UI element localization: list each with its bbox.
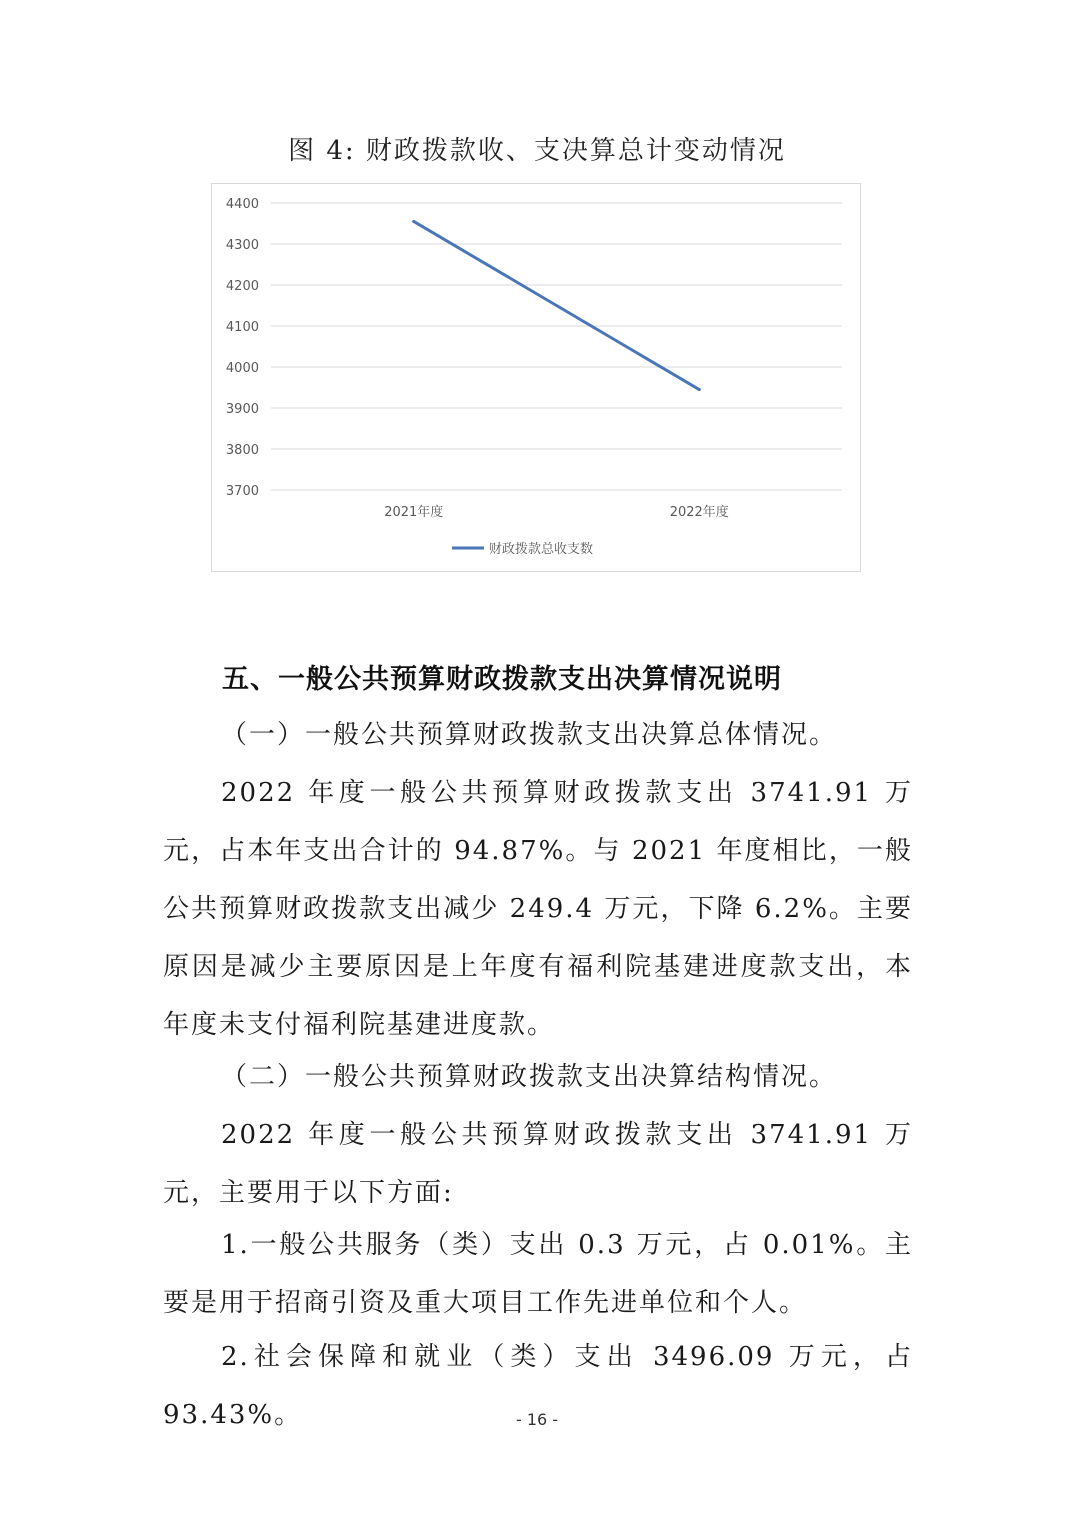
- x-tick-label-0: 2021年度: [384, 505, 444, 520]
- legend-label: 财政拨款总收支数: [489, 542, 594, 557]
- data-point-0-1: [698, 388, 701, 391]
- list-item-social-security: 2.社会保障和就业（类）支出 3496.09 万元，占 93.43%。: [163, 1342, 913, 1430]
- y-tick-label-3900: 3900: [225, 402, 259, 417]
- line-chart: [211, 183, 861, 572]
- y-tick-label-3700: 3700: [225, 484, 259, 499]
- y-tick-label-3800: 3800: [225, 443, 259, 458]
- y-tick-label-4400: 4400: [225, 197, 259, 212]
- section-heading: 五、一般公共预算财政拨款支出决算情况说明: [222, 664, 782, 695]
- paragraph-structure: 2022 年度一般公共预算财政拨款支出 3741.91 万元，主要用于以下方面:: [163, 1120, 913, 1208]
- y-tick-label-4200: 4200: [225, 279, 259, 294]
- list-item-general-services: 1.一般公共服务（类）支出 0.3 万元，占 0.01%。主要是用于招商引资及重大项目工作先进单位和个人。: [163, 1230, 913, 1318]
- subsection-2-title: （二）一般公共预算财政拨款支出决算结构情况。: [221, 1062, 838, 1092]
- x-tick-label-1: 2022年度: [669, 505, 729, 520]
- y-tick-label-4000: 4000: [225, 361, 259, 376]
- paragraph-overall: 2022 年度一般公共预算财政拨款支出 3741.91 万元，占本年支出合计的 94.87%。与 2021 年度相比，一般公共预算财政拨款支出减少 249.4 万元，下降 6.2%。主要原因是减少主要原因是上年度有福利院基建进度款支出，本年度未支付福利院基建进度款。: [163, 778, 913, 1040]
- data-point-0-0: [412, 220, 415, 223]
- figure-caption: 图 4: 财政拨款收、支决算总计变动情况: [288, 136, 786, 166]
- y-tick-label-4300: 4300: [225, 238, 259, 253]
- series-line-0: [414, 221, 700, 389]
- y-tick-label-4100: 4100: [225, 320, 259, 335]
- subsection-1-title: （一）一般公共预算财政拨款支出决算总体情况。: [221, 720, 838, 750]
- chart-svg: [212, 184, 862, 573]
- page-number: - 16 -: [515, 1410, 559, 1429]
